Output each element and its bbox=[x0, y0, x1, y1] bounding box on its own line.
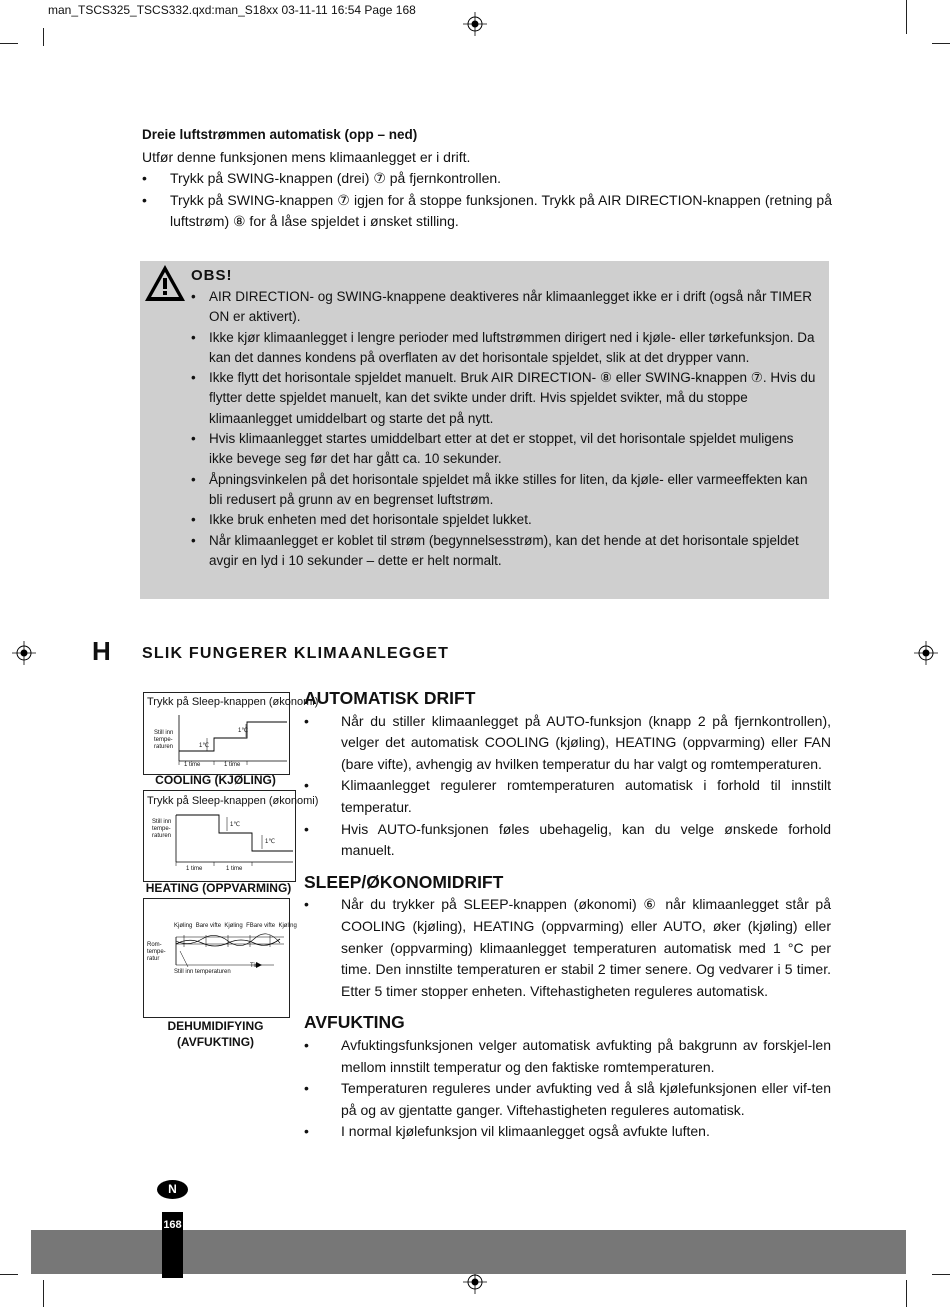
phase-label: Bare vifte bbox=[195, 923, 222, 929]
bullet-dot: • bbox=[191, 471, 196, 487]
bullet-dot: • bbox=[304, 820, 309, 837]
bullet-dot: • bbox=[191, 289, 196, 304]
page-number: 168 bbox=[163, 1219, 182, 1231]
heating-caption: HEATING (OPPVARMING) bbox=[145, 881, 292, 895]
time-label: 1 time bbox=[226, 866, 243, 872]
cooling-diagram bbox=[143, 692, 319, 775]
diagram-title: Trykk på Sleep-knappen (økonomi) bbox=[147, 696, 319, 708]
label-line: raturen bbox=[152, 833, 172, 839]
crop-mark bbox=[906, 1280, 907, 1307]
list-item-text: Trykk på SWING-knappen ⑦ igjen for å stoppe funksjonen. Trykk på AIR DIRECTION-knappen (retning på luftstrøm) ⑧ for å låse spjeldet i ønsket stilling. bbox=[170, 191, 832, 230]
list-item bbox=[142, 168, 832, 190]
bullet-dot: • bbox=[191, 532, 196, 548]
list-item bbox=[191, 531, 821, 572]
label-line: raturen bbox=[154, 744, 174, 750]
intro-section bbox=[142, 124, 832, 233]
bullet-dot: • bbox=[304, 1036, 309, 1053]
list-item-text: Ikke bruk enheten med det horisontale spjeldet lukket. bbox=[209, 512, 532, 528]
list-item bbox=[304, 1078, 831, 1121]
list-item bbox=[191, 429, 821, 470]
obs-title: OBS! bbox=[191, 267, 233, 284]
language-badge: N bbox=[157, 1180, 188, 1199]
registration-mark-icon bbox=[12, 641, 36, 665]
set-temp-label: Still inn temperaturen bbox=[174, 969, 231, 975]
list-item bbox=[142, 190, 832, 233]
dehumid-diagram bbox=[143, 898, 297, 1018]
crop-mark bbox=[932, 1274, 950, 1275]
list-item-text: Når du trykker på SLEEP-knappen (økonomi) ⑥ når klimaanlegget står på COOLING (kjøling), HEATING (oppvarming) eller AUTO, øker (kjøling) eller senker (oppvarming) klimaanlegget temperaturen automatisk med 1 °C per time. Den innstilte temperaturen er stabil 2 timer senere. Og vedvarer i 5 timer. Etter 5 timer stopper enheten. Viftehastigheten reguleres automatisk. bbox=[341, 896, 831, 999]
list-item bbox=[191, 287, 821, 328]
bullet-dot: • bbox=[191, 370, 196, 386]
bullet-dot: • bbox=[191, 512, 196, 528]
list-item-text: Temperaturen reguleres under avfukting ved å slå kjølefunksjonen eller vif-ten på og av gjentatte ganger. Viftehastigheten reguleres automatisk. bbox=[341, 1080, 831, 1118]
list-item bbox=[304, 775, 831, 818]
list-item bbox=[304, 1035, 831, 1078]
bullet-dot: • bbox=[191, 329, 196, 345]
section-title: SLIK FUNGERER KLIMAANLEGGET bbox=[142, 645, 450, 662]
list-item-text: I normal kjølefunksjon vil klimaanlegget også avfukte luften. bbox=[341, 1123, 710, 1140]
list-item bbox=[191, 470, 821, 511]
list-item bbox=[191, 510, 821, 530]
dehumid-caption bbox=[143, 1018, 288, 1050]
bullet-dot: • bbox=[304, 1080, 309, 1097]
list-item bbox=[304, 894, 831, 1002]
crop-mark bbox=[43, 1280, 44, 1307]
list-item-text: Avfuktingsfunksjonen velger automatisk avfukting på bakgrunn av forskjel-len mellom innstilt temperatur og den faktiske romtemperaturen. bbox=[341, 1036, 831, 1075]
diagram-title: Trykk på Sleep-knappen (økonomi) bbox=[147, 795, 319, 807]
list-item bbox=[304, 819, 831, 862]
phase-label: Kjøling bbox=[224, 923, 243, 929]
label-line: tempe- bbox=[152, 826, 171, 832]
crop-mark bbox=[906, 0, 907, 34]
list-item-text: Når du stiller klimaanlegget på AUTO-funksjon (knapp 2 på fjernkontrollen), velger det automatisk COOLING (kjøling), HEATING (oppvarming) eller FAN (bare vifte), avhengig av hvilken temperatur du har valgt og romtemperaturen. bbox=[341, 712, 831, 772]
label-line: ratur bbox=[147, 956, 160, 962]
phase-label: Kjøling bbox=[174, 923, 193, 929]
list-item-text: Når klimaanlegget er koblet til strøm (begynnelsesstrøm), kan det hende at det horisontale spjeldet avgir en lyd i 10 sekunder – dette er helt normalt. bbox=[209, 532, 799, 568]
step-label: 1℃ bbox=[199, 743, 210, 749]
bullet-dot: • bbox=[304, 712, 309, 729]
bullet-dot: • bbox=[304, 896, 309, 913]
list-item-text: AIR DIRECTION- og SWING-knappene deaktiveres når klimaanlegget ikke er i drift (også når TIMER ON er aktivert). bbox=[209, 289, 812, 325]
crop-mark bbox=[0, 1274, 18, 1275]
step-label: 1℃ bbox=[238, 728, 249, 734]
label-line: Still inn bbox=[154, 730, 174, 736]
list-item bbox=[304, 711, 831, 776]
phase-labels bbox=[174, 923, 297, 929]
intro-heading: Dreie luftstrømmen automatisk (opp – ned) bbox=[142, 127, 418, 142]
heating-diagram bbox=[143, 790, 319, 882]
bullet-dot: • bbox=[142, 191, 147, 208]
bullet-dot: • bbox=[191, 431, 196, 447]
dehumidify-heading: AVFUKTING bbox=[304, 1012, 405, 1033]
registration-mark-icon bbox=[463, 12, 487, 36]
list-item bbox=[304, 1121, 831, 1143]
list-item-text: Trykk på SWING-knappen (drei) ⑦ på fjernkontrollen. bbox=[170, 170, 502, 187]
list-item-text: Ikke kjør klimaanlegget i lengre perioder med luftstrømmen dirigert ned i kjøle- eller tørkefunksjon. Da kan det dannes kondens på overflaten av det horisontale spjeldet, slik at det drypper vann. bbox=[209, 329, 815, 365]
auto-heading: AUTOMATISK DRIFT bbox=[304, 688, 476, 708]
list-item-text: Åpningsvinkelen på det horisontale spjeldet må ikke stilles for liten, da kjøle- eller varmeeffekten kan bli redusert på grunn av en begrenset luftstrøm. bbox=[209, 471, 808, 507]
set-temp-label bbox=[152, 819, 171, 840]
label-line: tempe- bbox=[147, 949, 166, 955]
bullet-dot: • bbox=[142, 170, 147, 187]
phase-label: Kjøling bbox=[278, 923, 297, 929]
bullet-dot: • bbox=[304, 777, 309, 794]
label-line: tempe- bbox=[154, 737, 173, 743]
label-line: Rom- bbox=[147, 942, 162, 948]
set-temp-label bbox=[154, 730, 173, 751]
list-item-text: Ikke flytt det horisontale spjeldet manuelt. Bruk AIR DIRECTION- ⑧ eller SWING-knappen ⑦. Hvis du flytter dette spjeldet manuelt, kan det svikte under drift. Hvis spjeldet svikter, må du stoppe klimaanlegget umiddelbart og starte det på nytt. bbox=[209, 370, 816, 426]
bullet-dot: • bbox=[304, 1123, 309, 1140]
room-temp-label bbox=[147, 942, 166, 963]
right-column bbox=[304, 688, 831, 1143]
obs-box bbox=[140, 261, 829, 599]
phase-label: FBare vifte bbox=[246, 923, 276, 929]
list-item-text: Hvis klimaanlegget startes umiddelbart etter at det er stoppet, vil det horisontale spjeldet muligens ikke bevege seg før det har gått ca. 10 sekunder. bbox=[209, 431, 794, 467]
label-line: Still inn bbox=[152, 819, 172, 825]
registration-mark-icon bbox=[914, 641, 938, 665]
time-label: 1 time bbox=[186, 866, 203, 872]
step-label: 1℃ bbox=[265, 839, 276, 845]
time-label: 1 time bbox=[184, 762, 201, 768]
step-label: 1℃ bbox=[230, 822, 241, 828]
print-slug: man_TSCS325_TSCS332.qxd:man_S18xx 03-11-11 16:54 Page 168 bbox=[48, 3, 416, 17]
caption-line: (AVFUKTING) bbox=[176, 1035, 255, 1049]
cooling-caption: COOLING (KJØLING) bbox=[155, 773, 276, 787]
list-item-text: Hvis AUTO-funksjonen føles ubehagelig, kan du velge ønskede forhold manuelt. bbox=[341, 820, 831, 859]
dehumid-graph bbox=[144, 899, 289, 1017]
list-item-text: Klimaanlegget regulerer romtemperaturen automatisk i forhold til innstilt temperatur. bbox=[341, 777, 831, 815]
crop-mark bbox=[0, 43, 18, 44]
list-item bbox=[191, 328, 821, 369]
time-axis-label: Tid bbox=[250, 963, 259, 969]
crop-mark bbox=[932, 43, 950, 44]
section-letter: H bbox=[92, 636, 111, 666]
obs-list bbox=[191, 287, 821, 571]
crop-mark bbox=[43, 28, 44, 46]
list-item bbox=[191, 368, 821, 429]
intro-lead: Utfør denne funksjonen mens klimaanlegget er i drift. bbox=[142, 148, 471, 165]
warning-triangle-icon bbox=[143, 263, 187, 303]
sleep-heading: SLEEP/ØKONOMIDRIFT bbox=[304, 871, 504, 892]
caption-line: DEHUMIDIFYING bbox=[167, 1019, 264, 1033]
time-label: 1 time bbox=[224, 762, 241, 768]
